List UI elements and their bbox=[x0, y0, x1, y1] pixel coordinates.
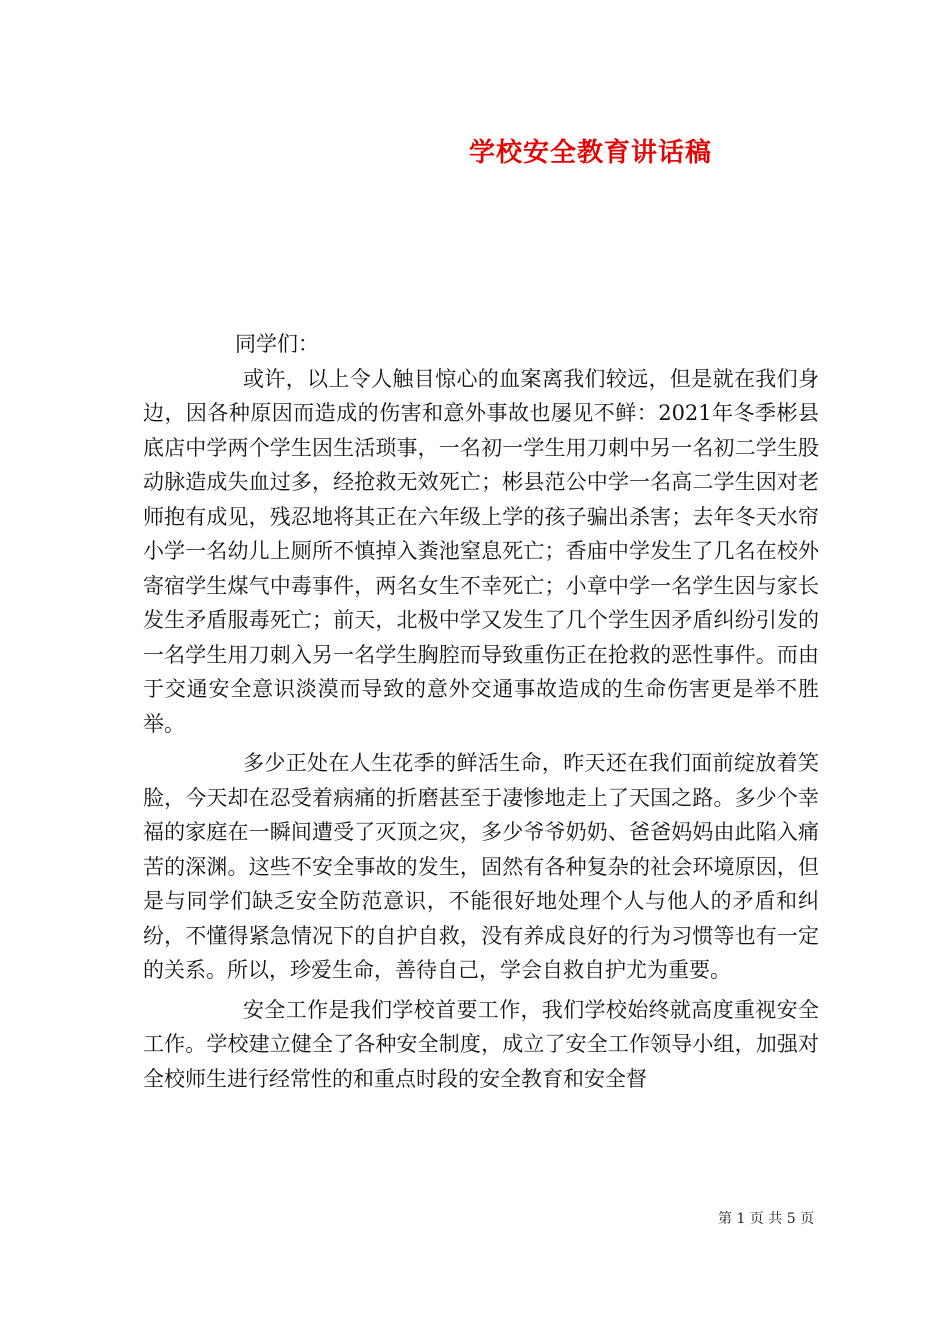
paragraph-1: 或许，以上令人触目惊心的血案离我们较远，但是就在我们身边，因各种原因而造成的伤害和意外事故也屡见不鲜：2021年冬季彬县底店中学两个学生因生活琐事，一名初一学生用刀刺中另一名初二学生股动脉造成失血过多，经抢救无效死亡；彬县范公中学一名高二学生因对老师抱有成见，残忍地将其正在六年级上学的孩子骗出杀害；去年冬天水帘小学一名幼儿上厕所不慎掉入粪池窒息死亡；香庙中学发生了几名在校外寄宿学生煤气中毒事件，两名女生不幸死亡；小章中学一名学生因与家长发生矛盾服毒死亡；前天，北极中学又发生了几个学生因矛盾纠纷引发的一名学生用刀刺入另一名学生胸腔而导致重伤正在抢救的恶性事件。而由于交通安全意识淡漠而导致的意外交通事故造成的生命伤害更是举不胜举。 bbox=[143, 366, 819, 736]
document-body bbox=[143, 327, 819, 1101]
salutation: 同学们： bbox=[235, 332, 319, 356]
paragraph-2: 多少正处在人生花季的鲜活生命，昨天还在我们面前绽放着笑脸，今天却在忍受着病痛的折磨甚至于凄惨地走上了天国之路。多少个幸福的家庭在一瞬间遭受了灭顶之灾，多少爷爷奶奶、爸爸妈妈由此陷入痛苦的深渊。这些不安全事故的发生，固然有各种复杂的社会环境原因，但是与同学们缺乏安全防范意识，不能很好地处理个人与他人的矛盾和纠纷，不懂得紧急情况下的自护自救，没有养成良好的行为习惯等也有一定的关系。所以，珍爱生命，善待自己，学会自救自护尤为重要。 bbox=[143, 751, 819, 982]
page-number-footer: 第 1 页 共 5 页 bbox=[718, 1211, 815, 1227]
document-title: 学校安全教育讲话稿 bbox=[469, 138, 713, 168]
paragraph-3: 安全工作是我们学校首要工作，我们学校始终就高度重视安全工作。学校建立健全了各种安全制度，成立了安全工作领导小组，加强对全校师生进行经常性的和重点时段的安全教育和安全督 bbox=[143, 997, 819, 1091]
